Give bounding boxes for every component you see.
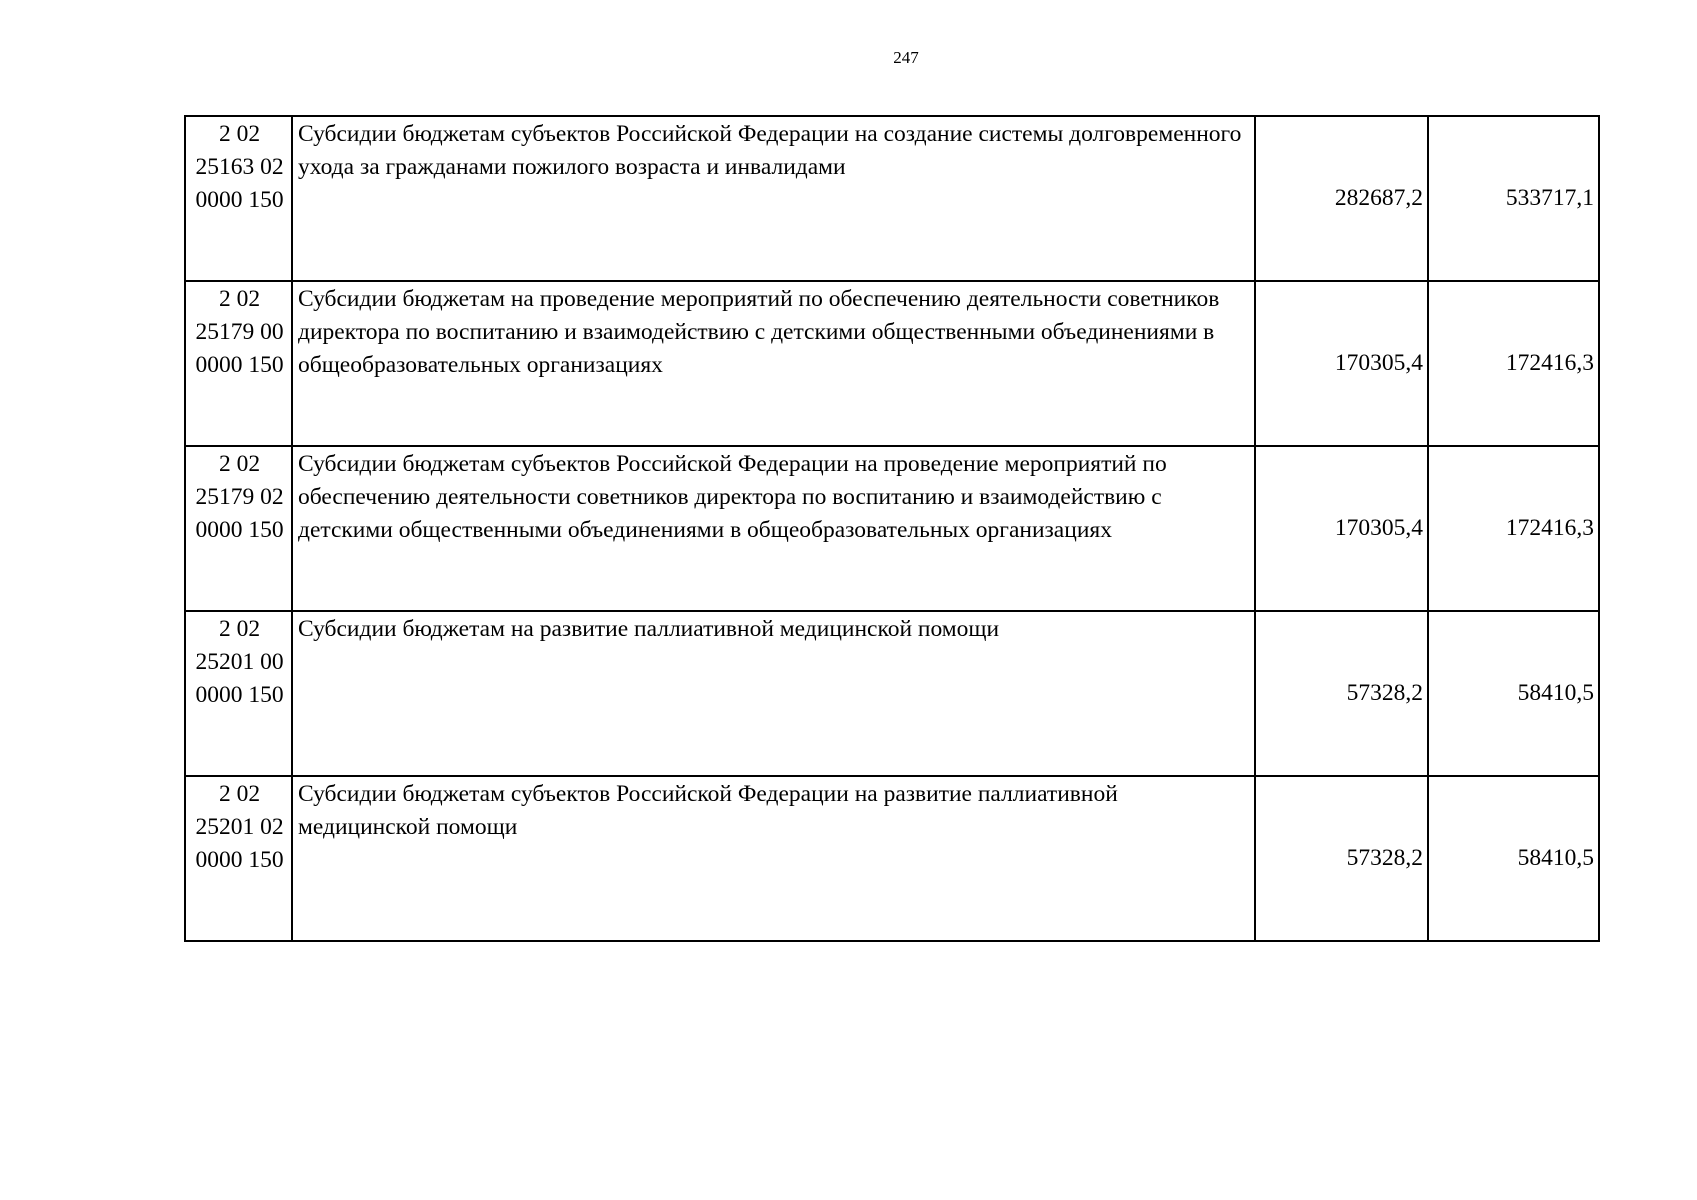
amount-cell-second: 533717,1 (1428, 116, 1599, 281)
amount-cell-first: 170305,4 (1255, 446, 1428, 611)
amount-cell-first: 282687,2 (1255, 116, 1428, 281)
budget-code-line: 25179 02 (195, 484, 284, 510)
page-number: 247 (893, 48, 919, 67)
budget-code-cell (185, 776, 292, 941)
table-row (185, 776, 1599, 941)
budget-code-line: 2 02 (218, 286, 261, 312)
budget-code-line: 2 02 (218, 121, 261, 147)
budget-code-line: 25163 02 (195, 154, 284, 180)
table-row (185, 281, 1599, 446)
budget-code-line: 0000 150 (195, 847, 284, 873)
description-cell: Субсидии бюджетам субъектов Российской Федерации на создание системы долговременного ухода за гражданами пожилого возраста и инвалидами (292, 116, 1255, 281)
amount-cell-second: 172416,3 (1428, 281, 1599, 446)
budget-code-cell (185, 611, 292, 776)
budget-code-line: 0000 150 (195, 187, 284, 213)
description-cell: Субсидии бюджетам субъектов Российской Федерации на проведение мероприятий по обеспечению деятельности советников директора по воспитанию и взаимодействию с детскими общественными объединениями в общеобразовательных организациях (292, 446, 1255, 611)
budget-code-line: 25201 00 (195, 649, 284, 675)
description-cell: Субсидии бюджетам на проведение мероприятий по обеспечению деятельности советников директора по воспитанию и взаимодействию с детскими общественными объединениями в общеобразовательных организациях (292, 281, 1255, 446)
table-row (185, 116, 1599, 281)
budget-code-cell (185, 116, 292, 281)
budget-code-line: 0000 150 (195, 517, 284, 543)
budget-code-line: 0000 150 (195, 352, 284, 378)
budget-table (184, 115, 1600, 942)
description-cell: Субсидии бюджетам на развитие паллиативной медицинской помощи (292, 611, 1255, 776)
budget-code-line: 2 02 (218, 616, 261, 642)
table-row (185, 446, 1599, 611)
amount-cell-first: 57328,2 (1255, 776, 1428, 941)
amount-cell-second: 172416,3 (1428, 446, 1599, 611)
budget-code-line: 2 02 (218, 451, 261, 477)
budget-code-line: 25201 02 (195, 814, 284, 840)
budget-code-cell (185, 281, 292, 446)
description-cell: Субсидии бюджетам субъектов Российской Федерации на развитие паллиативной медицинской помощи (292, 776, 1255, 941)
amount-cell-first: 170305,4 (1255, 281, 1428, 446)
amount-cell-second: 58410,5 (1428, 611, 1599, 776)
amount-cell-second: 58410,5 (1428, 776, 1599, 941)
budget-code-line: 25179 00 (195, 319, 284, 345)
budget-code-line: 2 02 (218, 781, 261, 807)
budget-code-cell (185, 446, 292, 611)
amount-cell-first: 57328,2 (1255, 611, 1428, 776)
table-row (185, 611, 1599, 776)
budget-code-line: 0000 150 (195, 682, 284, 708)
